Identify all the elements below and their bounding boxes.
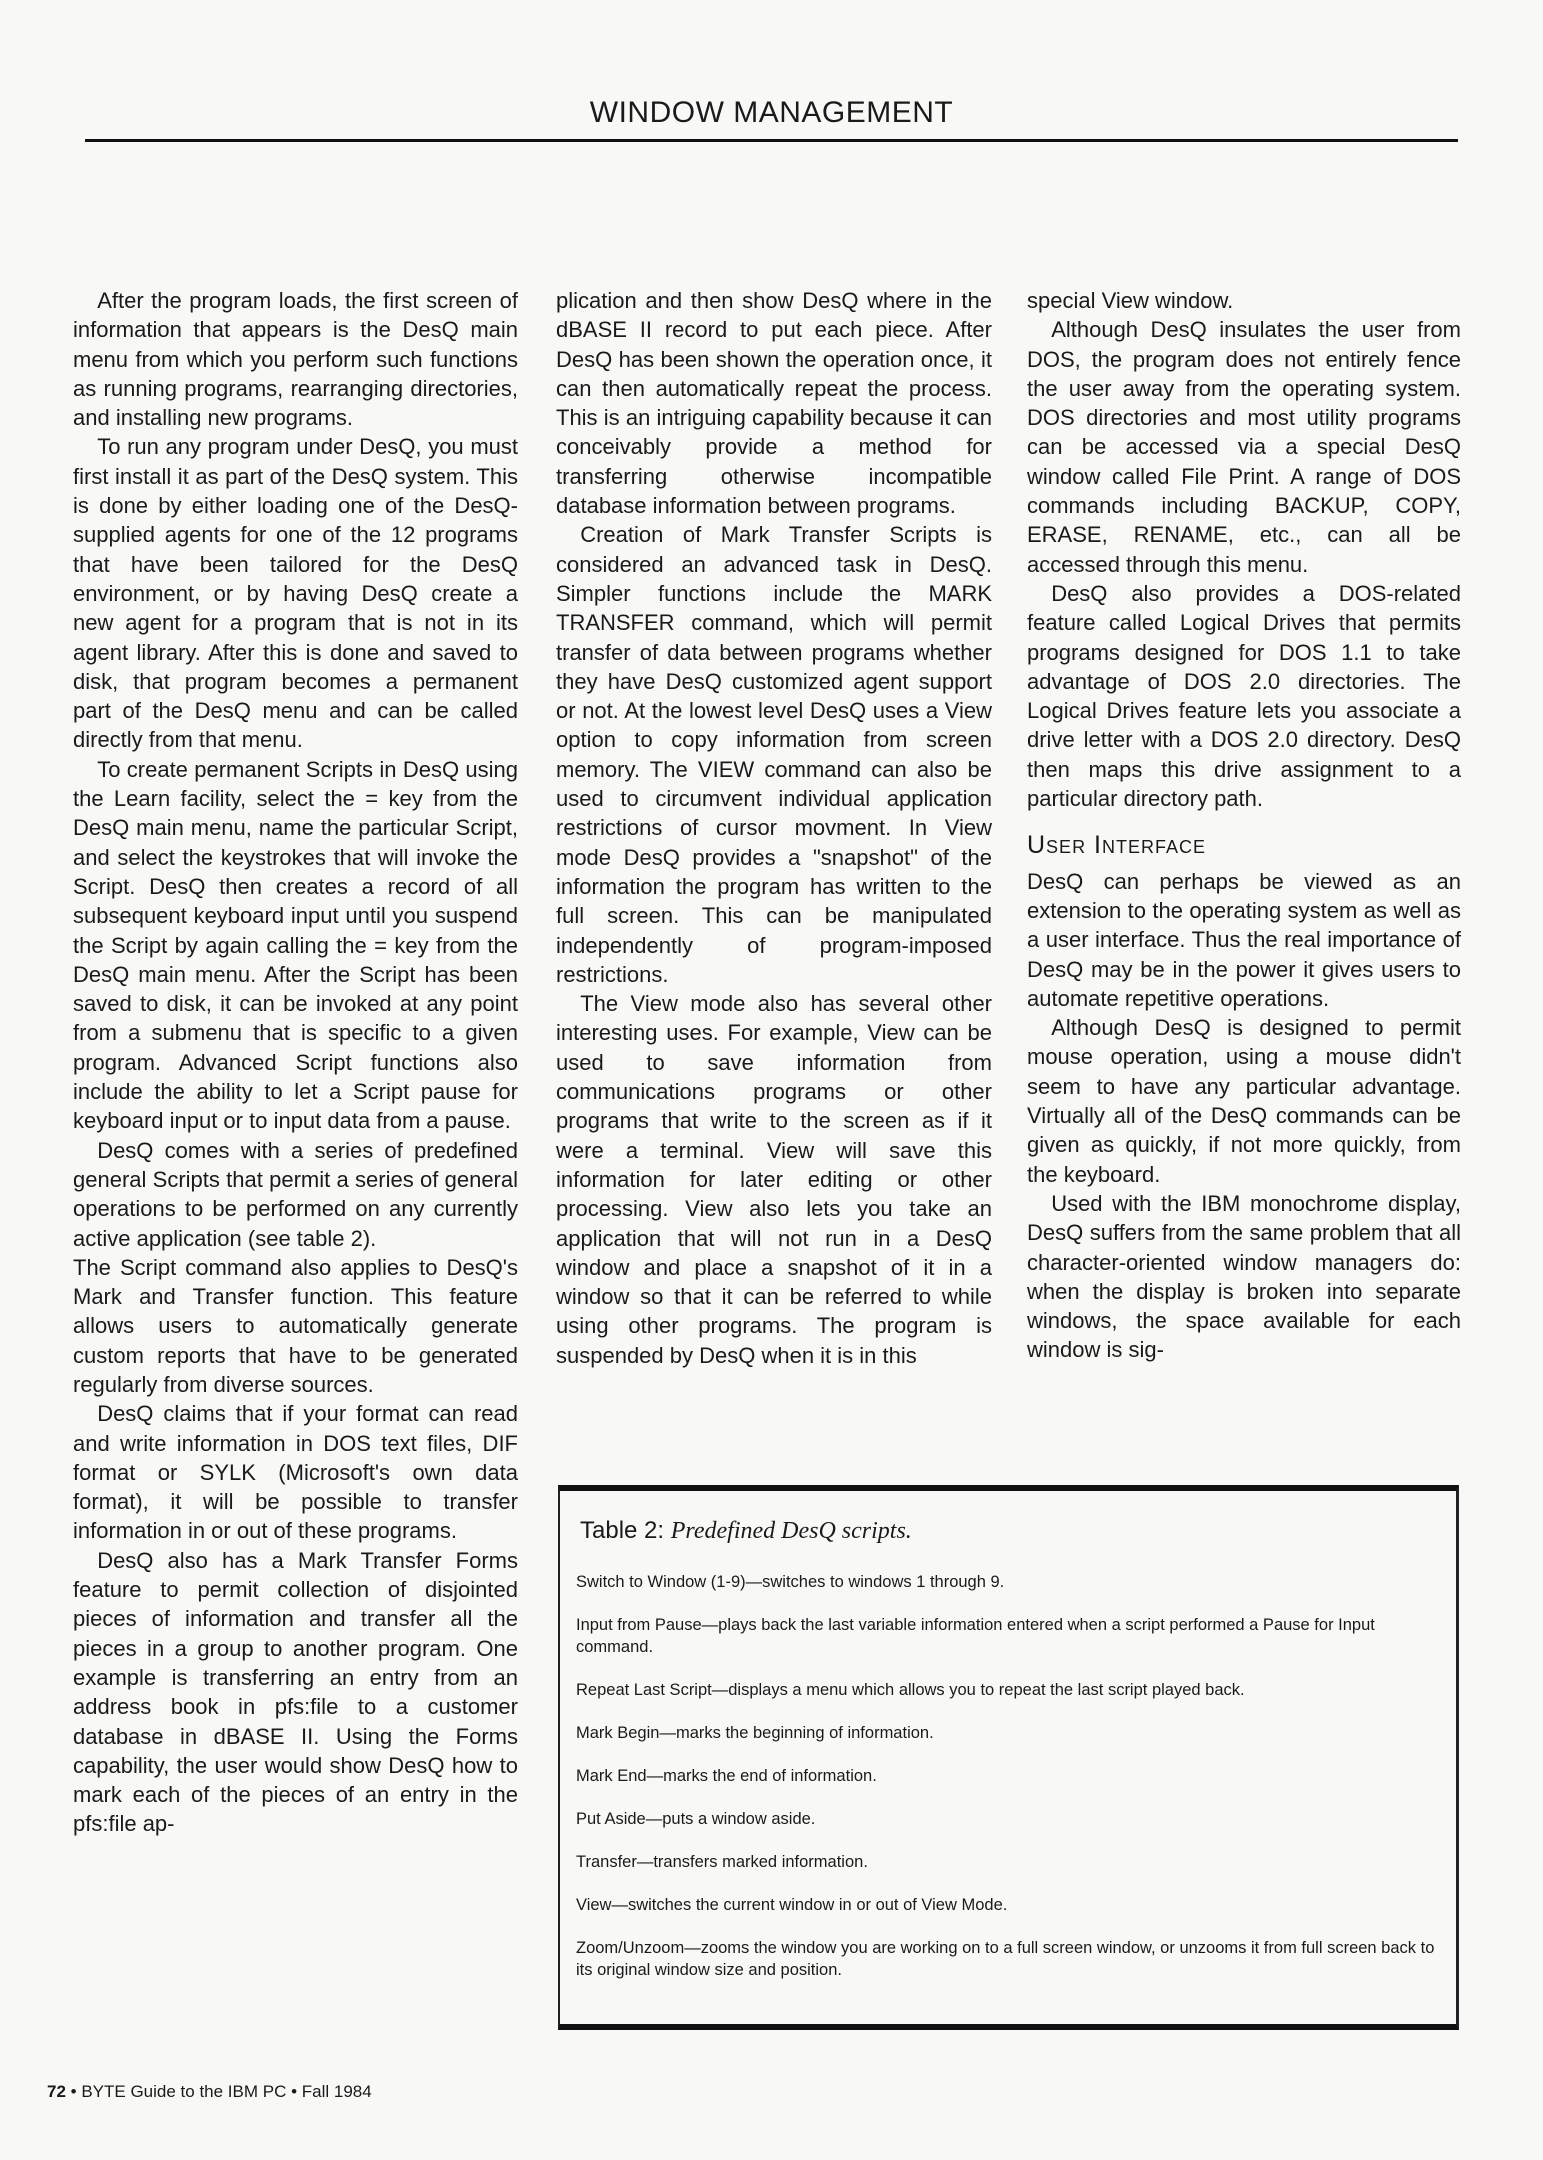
paragraph: DesQ also provides a DOS-related feature called Logical Drives that permits programs designed for DOS 1.1 to take advantage of DOS 2.0 directories. The Logical Drives feature lets you associate a drive letter with a DOS 2.0 directory. DesQ then maps this drive assignment to a particular directory path. (1027, 580, 1461, 812)
table-row: Switch to Window (1-9)—switches to windows 1 through 9. (576, 1573, 1005, 1591)
paragraph: DesQ can perhaps be viewed as an extension to the operating system as well as a user interface. Thus the real importance of DesQ may be in the power it gives users to automate repetitive operations. (1027, 868, 1461, 1011)
table-row: Input from Pause—plays back the last variable information entered when a script performed a Pause for Input command. (576, 1616, 1375, 1656)
paragraph: Although DesQ is designed to permit mouse operation, using a mouse didn't seem to have any particular advantage. Virtually all of the DesQ commands can be given as quickly, if not more quickly, from the keyboard. (1027, 1015, 1461, 1187)
header-rule (85, 139, 1458, 142)
paragraph: plication and then show DesQ where in the dBASE II record to put each piece. After DesQ has been shown the operation once, it can then automatically repeat the process. This is an intriguing capability because it can conceivably provide a method for transferring otherwise incompatible database information between programs. (556, 288, 992, 519)
table-title (580, 1517, 1436, 1545)
table-row: Repeat Last Script—displays a menu which allows you to repeat the last script played back. (576, 1681, 1245, 1699)
paragraph: The View mode also has several other interesting uses. For example, View can be used to save information from communications programs or other programs that write to the screen as if it were a terminal. View will save this information for later editing or other processing. View also lets you take an application that will not run in a DesQ window and place a snapshot of it in a window so that it can be referred to while using other programs. The program is suspended by DesQ when it is in this (556, 991, 992, 1368)
paragraph: DesQ comes with a series of predefined general Scripts that permit a series of general operations to be performed on any currently active application (see table 2). (73, 1137, 518, 1251)
text-column-2 (556, 286, 992, 1370)
paragraph: The Script command also applies to DesQ's Mark and Transfer function. This feature allows users to automatically generate custom reports that have to be generated regularly from diverse sources. (73, 1254, 518, 1397)
paragraph: special View window. (1027, 288, 1234, 313)
table-row: View—switches the current window in or out of View Mode. (576, 1896, 1008, 1914)
text-column-1 (73, 286, 518, 1839)
table-row: Transfer—transfers marked information. (576, 1853, 868, 1871)
page-number: 72 (47, 2082, 66, 2101)
page-footer (47, 2082, 372, 2102)
text-column-3 (1027, 286, 1461, 1365)
running-header: WINDOW MANAGEMENT (589, 96, 954, 129)
table-label: Table 2: (580, 1517, 665, 1544)
table-2-box (558, 1485, 1459, 2030)
table-caption: Predefined DesQ scripts. (670, 1518, 912, 1544)
paragraph: After the program loads, the first screen of information that appears is the DesQ main menu from which you perform such functions as running programs, rearranging directories, and installing new programs. (73, 288, 518, 431)
paragraph: Used with the IBM monochrome display, DesQ suffers from the same problem that all character-oriented window managers do: when the display is broken into separate windows, the space available for each window is sig- (1027, 1190, 1461, 1363)
table-row: Zoom/Unzoom—zooms the window you are working on to a full screen window, or unzooms it from full screen back to its original window size and position. (576, 1939, 1435, 1979)
paragraph: DesQ also has a Mark Transfer Forms feature to permit collection of disjointed pieces of information and transfer all the pieces in a group to another program. One example is transferring an entry from an address book in pfs:file to a customer database in dBASE II. Using the Forms capability, the user would show DesQ how to mark each of the pieces of an entry in the pfs:file ap- (73, 1547, 518, 1837)
footer-text: • BYTE Guide to the IBM PC • Fall 1984 (70, 2082, 372, 2101)
table-row: Mark Begin—marks the beginning of information. (576, 1724, 934, 1742)
table-row: Put Aside—puts a window aside. (576, 1810, 816, 1828)
paragraph: DesQ claims that if your format can read and write information in DOS text files, DIF format or SYLK (Microsoft's own data format), it will be possible to transfer information in or out of these programs. (73, 1401, 518, 1544)
section-heading: User Interface (1027, 831, 1206, 860)
paragraph: To run any program under DesQ, you must first install it as part of the DesQ system. This is done by either loading one of the DesQ-supplied agents for one of the 12 programs that have been tailored for the DesQ environment, or by having DesQ create a new agent for a program that is not in its agent library. After this is done and saved to disk, that program becomes a permanent part of the DesQ menu and can be called directly from that menu. (73, 434, 518, 753)
paragraph: To create permanent Scripts in DesQ using the Learn facility, select the = key from the DesQ main menu, name the particular Script, and select the keystrokes that will invoke the Script. DesQ then creates a record of all subsequent keyboard input until you suspend the Script by again calling the = key from the DesQ main menu. After the Script has been saved to disk, it can be invoked at any point from a submenu that is specific to a given program. Advanced Script functions also include the ability to let a Script pause for keyboard input or to input data from a pause. (73, 756, 518, 1134)
table-row: Mark End—marks the end of information. (576, 1767, 877, 1785)
paragraph: Creation of Mark Transfer Scripts is considered an advanced task in DesQ. Simpler functions include the MARK TRANSFER command, which will permit transfer of data between programs whether they have DesQ customized agent support or not. At the lowest level DesQ uses a View option to copy information from screen memory. The VIEW command can also be used to circumvent individual application restrictions of cursor movment. In View mode DesQ provides a "snapshot" of the information the program has written to the full screen. This can be manipulated independently of program-imposed restrictions. (556, 522, 992, 987)
paragraph: Although DesQ insulates the user from DOS, the program does not entirely fence the user away from the operating system. DOS directories and most utility programs can be accessed via a special DesQ window called File Print. A range of DOS commands including BACKUP, COPY, ERASE, RENAME, etc., can all be accessed through this menu. (1027, 317, 1461, 577)
